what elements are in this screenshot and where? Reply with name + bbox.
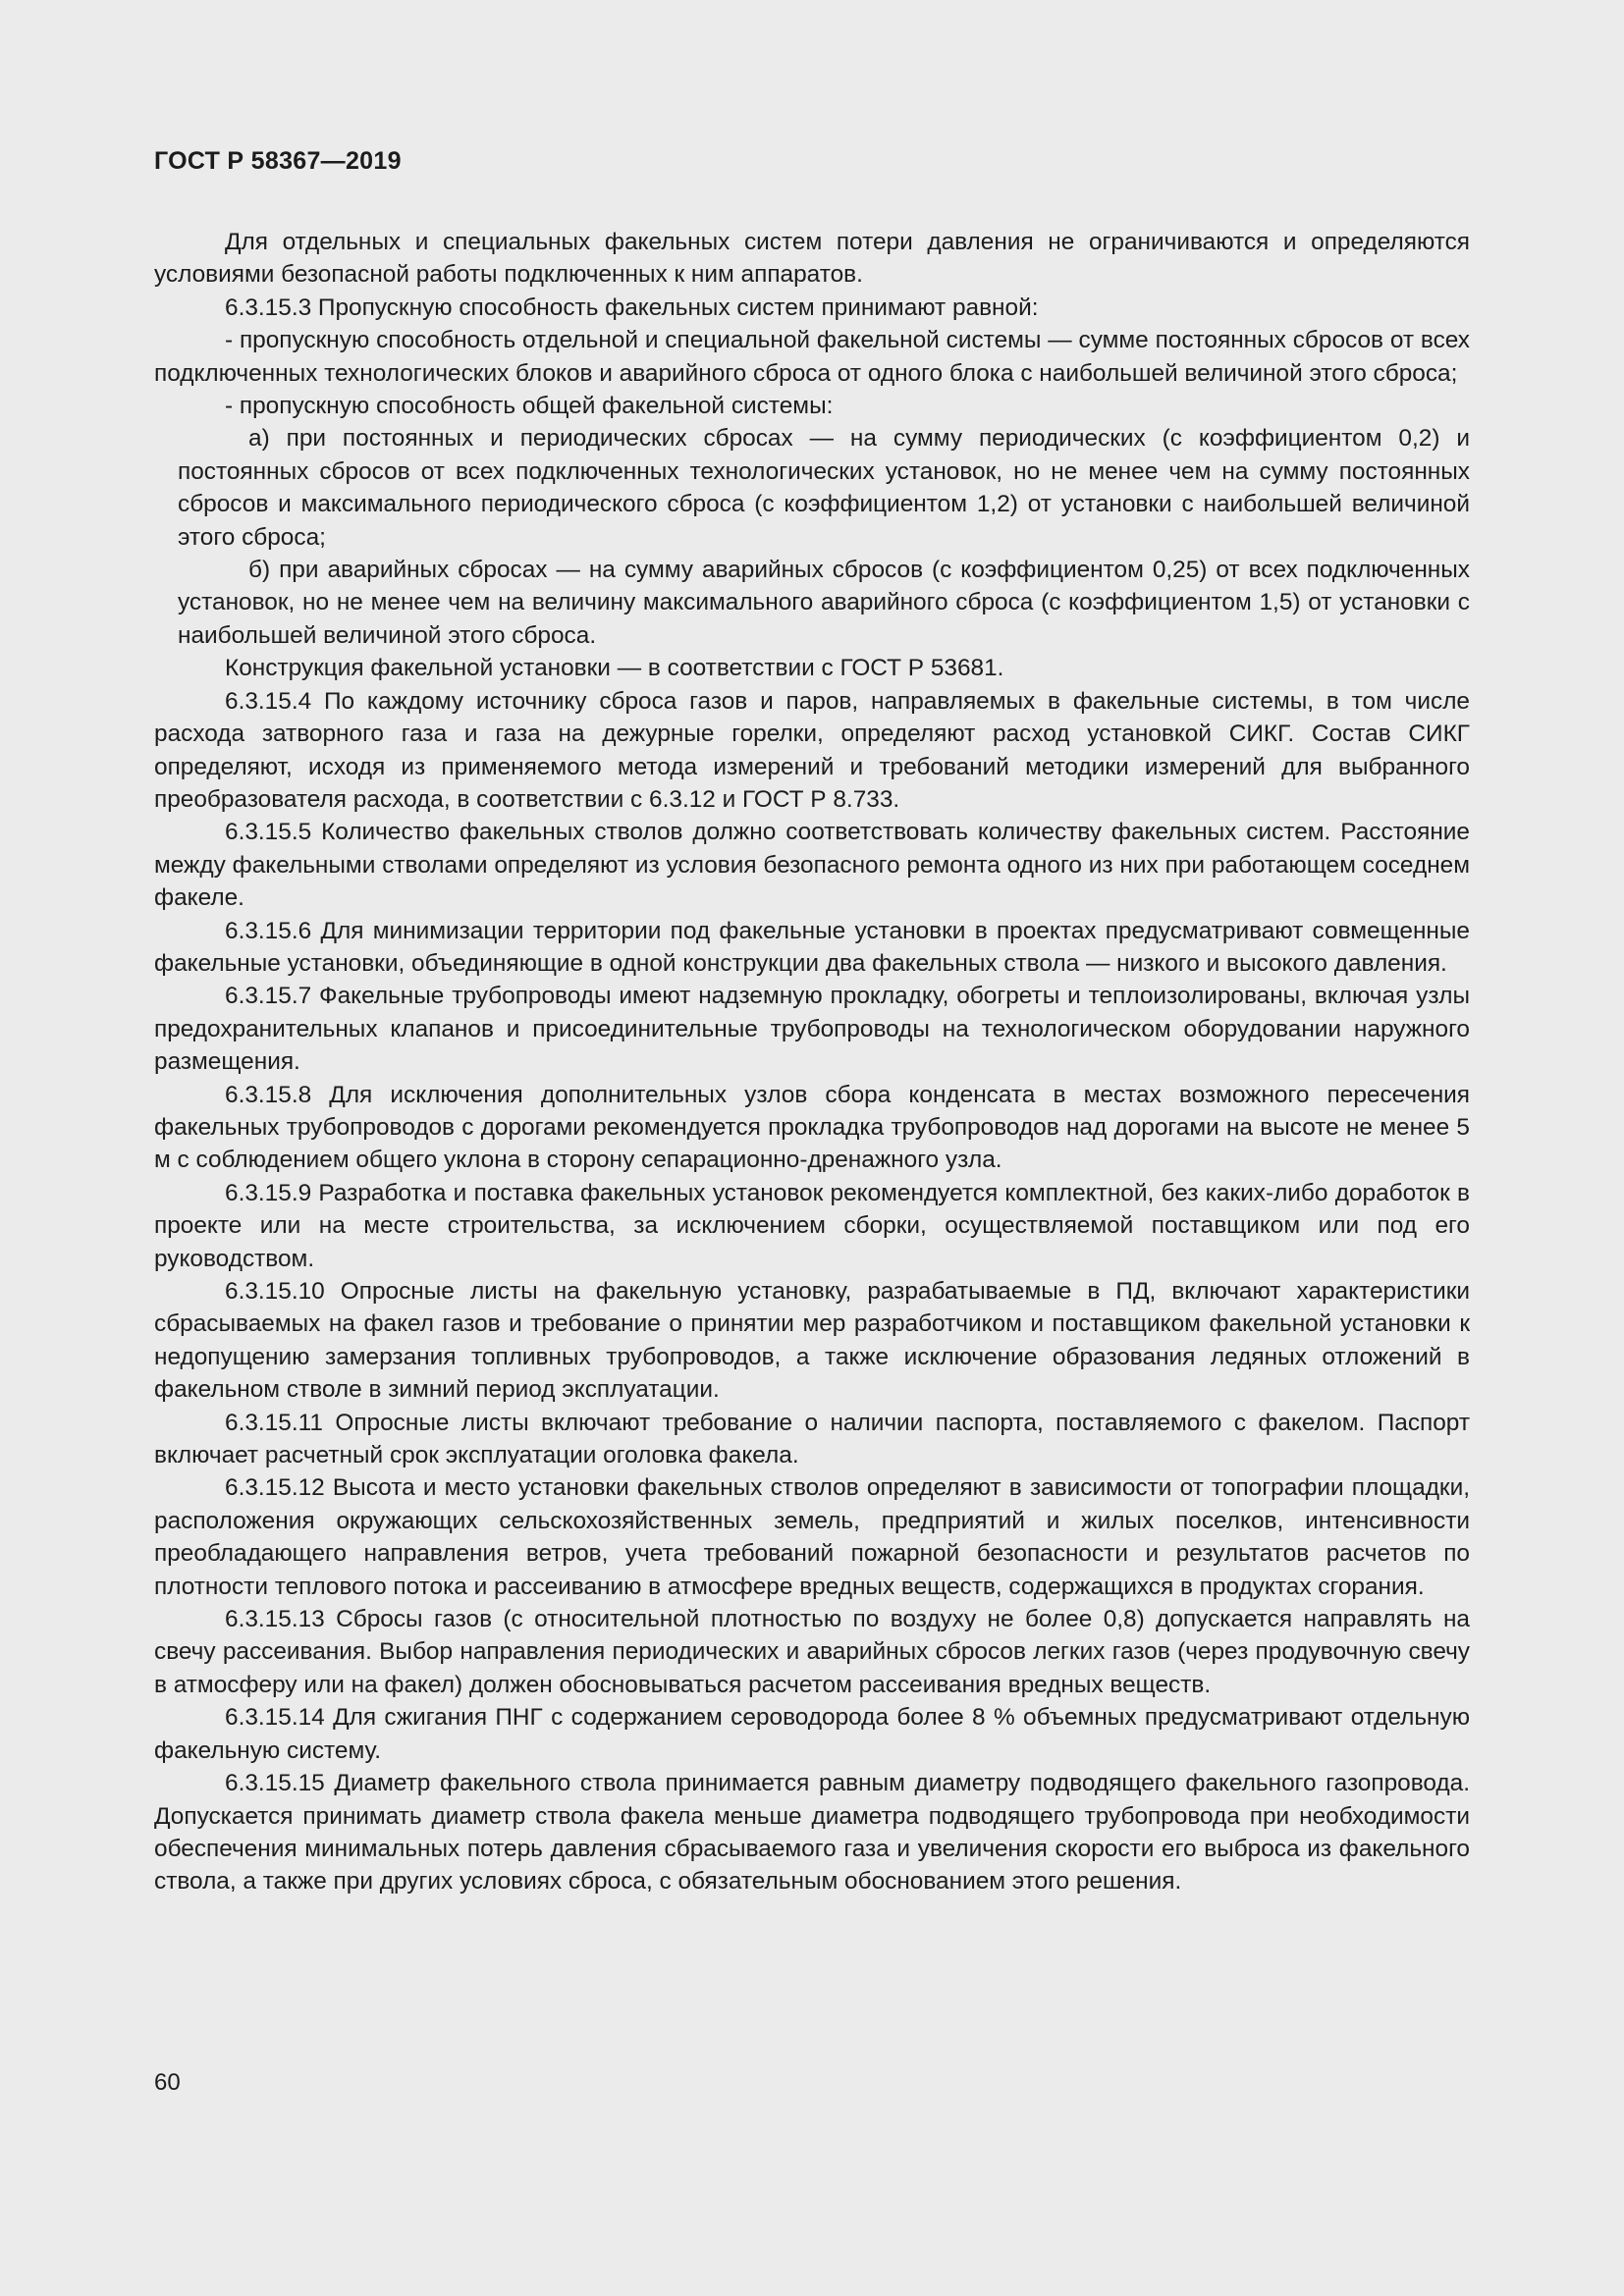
page-number: 60 (154, 2069, 181, 2096)
sub-list-item-b: б) при аварийных сбросах — на сумму аварийных сбросов (с коэффициентом 0,25) от всех подключенных установок, но не менее чем на величину максимального аварийного сброса (с коэффициентом 1,5) от установки с наибольшей величиной этого сброса. (178, 557, 1470, 649)
clause-6-3-15-3: 6.3.15.3 Пропускную способность факельных систем принимают равной: (225, 294, 1039, 321)
standard-designation: ГОСТ Р 58367—2019 (154, 147, 402, 175)
list-item: - пропускную способность общей факельной системы: (225, 393, 834, 420)
paragraph: Конструкция факельной установки — в соответствии с ГОСТ Р 53681. (225, 655, 1004, 682)
clause-6-3-15-15: 6.3.15.15 Диаметр факельного ствола принимается равным диаметру подводящего факельного газопровода. Допускается принимать диаметр ствола факела меньше диаметра подводящего трубопровода при необходимости обеспечения минимальных потерь давления сбрасываемого газа и увеличения скорости его выброса из факельного ствола, а также при других условиях сброса, с обязательным обоснованием этого решения. (154, 1770, 1470, 1896)
clause-6-3-15-6: 6.3.15.6 Для минимизации территории под факельные установки в проектах предусматривают совмещенные факельные установки, объединяющие в одной конструкции два факельных ствола — низкого и высокого давления. (154, 917, 1470, 977)
list-item: - пропускную способность отдельной и специальной факельной системы — сумме постоянных сбросов от всех подключенных технологических блоков и аварийного сброса от одного блока с наибольшей величиной этого сброса; (154, 327, 1470, 387)
body-text (154, 226, 1470, 1898)
clause-6-3-15-14: 6.3.15.14 Для сжигания ПНГ с содержанием сероводорода более 8 % объемных предусматривают отдельную факельную систему. (154, 1704, 1470, 1764)
clause-6-3-15-5: 6.3.15.5 Количество факельных стволов должно соответствовать количеству факельных систем. Расстояние между факельными стволами определяют из условия безопасного ремонта одного из них при работающем соседнем факеле. (154, 819, 1470, 912)
sub-list-item-a: а) при постоянных и периодических сбросах — на сумму периодических (с коэффициентом 0,2) и постоянных сбросов от всех подключенных технологических установок, но не менее чем на сумму постоянных сбросов и максимального периодического сброса (с коэффициентом 1,2) от установки с наибольшей величиной этого сброса; (178, 425, 1470, 551)
clause-6-3-15-7: 6.3.15.7 Факельные трубопроводы имеют надземную прокладку, обогреты и теплоизолированы, включая узлы предохранительных клапанов и присоединительные трубопроводы на технологическом оборудовании наружного размещения. (154, 983, 1470, 1076)
clause-6-3-15-4: 6.3.15.4 По каждому источнику сброса газов и паров, направляемых в факельные системы, в том числе расхода затворного газа и газа на дежурные горелки, определяют расход установкой СИКГ. Состав СИКГ определяют, исходя из применяемого метода измерений и требований методики измерений для выбранного преобразователя расхода, в соответствии с 6.3.12 и ГОСТ Р 8.733. (154, 687, 1470, 813)
paragraph: Для отдельных и специальных факельных систем потери давления не ограничиваются и определяются условиями безопасной работы подключенных к ним аппаратов. (154, 229, 1470, 289)
clause-6-3-15-8: 6.3.15.8 Для исключения дополнительных узлов сбора конденсата в местах возможного пересечения факельных трубопроводов с дорогами рекомендуется прокладка трубопроводов над дорогами на высоте не менее 5 м с соблюдением общего уклона в сторону сепарационно-дренажного узла. (154, 1081, 1470, 1174)
clause-6-3-15-11: 6.3.15.11 Опросные листы включают требование о наличии паспорта, поставляемого с факелом. Паспорт включает расчетный срок эксплуатации оголовка факела. (154, 1409, 1470, 1469)
clause-6-3-15-10: 6.3.15.10 Опросные листы на факельную установку, разрабатываемые в ПД, включают характеристики сбрасываемых на факел газов и требование о принятии мер разработчиком и поставщиком факельной установки к недопущению замерзания топливных трубопроводов, а также исключение образования ледяных отложений в факельном стволе в зимний период эксплуатации. (154, 1278, 1470, 1404)
clause-6-3-15-9: 6.3.15.9 Разработка и поставка факельных установок рекомендуется комплектной, без каких-либо доработок в проекте или на месте строительства, за исключением сборки, осуществляемой поставщиком или под его руководством. (154, 1179, 1470, 1272)
clause-6-3-15-12: 6.3.15.12 Высота и место установки факельных стволов определяют в зависимости от топографии площадки, расположения окружающих сельскохозяйственных земель, предприятий и жилых поселков, интенсивности преобладающего направления ветров, учета требований пожарной безопасности и результатов расчетов по плотности теплового потока и рассеиванию в атмосфере вредных веществ, содержащихся в продуктах сгорания. (154, 1474, 1470, 1600)
clause-6-3-15-13: 6.3.15.13 Сбросы газов (с относительной плотностью по воздуху не более 0,8) допускается направлять на свечу рассеивания. Выбор направления периодических и аварийных сбросов легких газов (через продувочную свечу в атмосферу или на факел) должен обосновываться расчетом рассеивания вредных веществ. (154, 1606, 1470, 1698)
